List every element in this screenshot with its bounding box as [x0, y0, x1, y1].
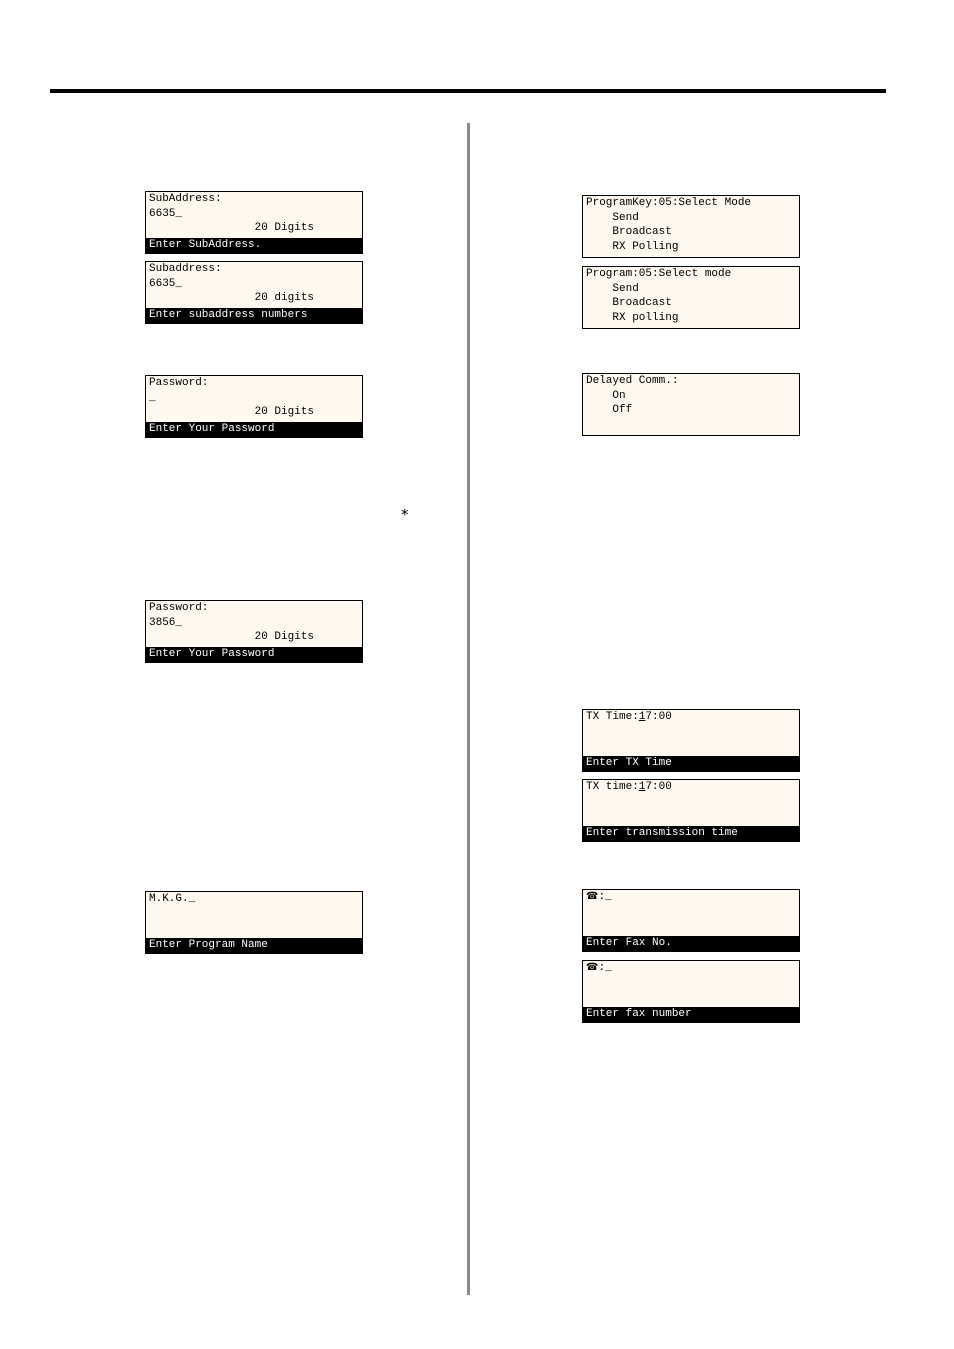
lcd-line: 20 Digits	[149, 406, 315, 418]
lcd-status-bar: Enter Fax No.	[583, 936, 799, 951]
lcd-line: 20 Digits	[149, 631, 315, 643]
lcd-line: SubAddress:	[149, 193, 222, 205]
lcd-line: 6635_	[149, 207, 183, 220]
lcd-status-bar: Enter Program Name	[146, 938, 362, 953]
tx-time-rest: 7:00	[645, 711, 672, 723]
lcd-line: 3856_	[149, 616, 183, 629]
lcd-line	[586, 890, 797, 905]
lcd-line: ProgramKey:05:Select Mode	[586, 197, 752, 209]
lcd-fax-b	[582, 960, 800, 1023]
lcd-line: _	[149, 391, 156, 404]
lcd-line	[586, 780, 797, 795]
lcd-line: RX polling	[586, 311, 679, 324]
asterisk-symbol: ⁎	[401, 501, 409, 519]
lcd-status-bar: Enter TX Time	[583, 756, 799, 771]
lcd-line: Delayed Comm.:	[586, 375, 679, 387]
lcd-status-bar: Enter fax number	[583, 1007, 799, 1022]
lcd-line: Program:05:Select mode	[586, 268, 732, 280]
top-rule	[50, 89, 886, 93]
tx-time-label: TX Time:	[586, 711, 639, 723]
lcd-line: Broadcast	[586, 226, 672, 238]
lcd-status-bar: Enter SubAddress.	[146, 238, 362, 253]
cursor-digit: 1	[638, 781, 646, 793]
lcd-program-name	[145, 891, 363, 954]
lcd-line: 20 Digits	[149, 222, 315, 234]
lcd-line: 20 digits	[149, 292, 315, 304]
tx-time-rest: 7:00	[645, 781, 672, 793]
telephone-icon: ☎	[586, 962, 599, 973]
lcd-tx-time-a	[582, 709, 800, 772]
lcd-fax-a	[582, 889, 800, 952]
lcd-line: Broadcast	[586, 297, 672, 309]
lcd-line: RX Polling	[586, 240, 679, 253]
lcd-status-bar: Enter Your Password	[146, 647, 362, 662]
lcd-delayed-comm	[582, 373, 800, 436]
lcd-line: Send	[586, 282, 639, 295]
lcd-line: 6635_	[149, 277, 183, 290]
lcd-line: Password:	[149, 377, 209, 389]
lcd-line	[586, 961, 797, 976]
lcd-line: M.K.G._	[149, 893, 196, 905]
lcd-line: Password:	[149, 602, 209, 614]
lcd-status-bar: Enter subaddress numbers	[146, 308, 362, 323]
fax-entry: :_	[598, 962, 612, 974]
telephone-icon: ☎	[586, 891, 599, 902]
lcd-status-bar: Enter transmission time	[583, 826, 799, 841]
lcd-status-bar: Enter Your Password	[146, 422, 362, 437]
fax-entry: :_	[598, 891, 612, 903]
lcd-tx-time-b	[582, 779, 800, 842]
cursor-digit: 1	[638, 711, 646, 723]
lcd-line: Send	[586, 211, 639, 224]
lcd-subaddress-b	[145, 261, 363, 324]
lcd-select-mode-a	[582, 195, 800, 258]
lcd-line: Subaddress:	[149, 263, 222, 275]
lcd-line: On	[586, 389, 626, 402]
lcd-password-empty	[145, 375, 363, 438]
lcd-select-mode-b	[582, 266, 800, 329]
column-divider	[467, 123, 470, 1295]
lcd-subaddress-a	[145, 191, 363, 254]
lcd-password-entered	[145, 600, 363, 663]
lcd-line: Off	[586, 404, 633, 416]
tx-time-label: TX time:	[586, 781, 639, 793]
lcd-line	[586, 710, 797, 725]
